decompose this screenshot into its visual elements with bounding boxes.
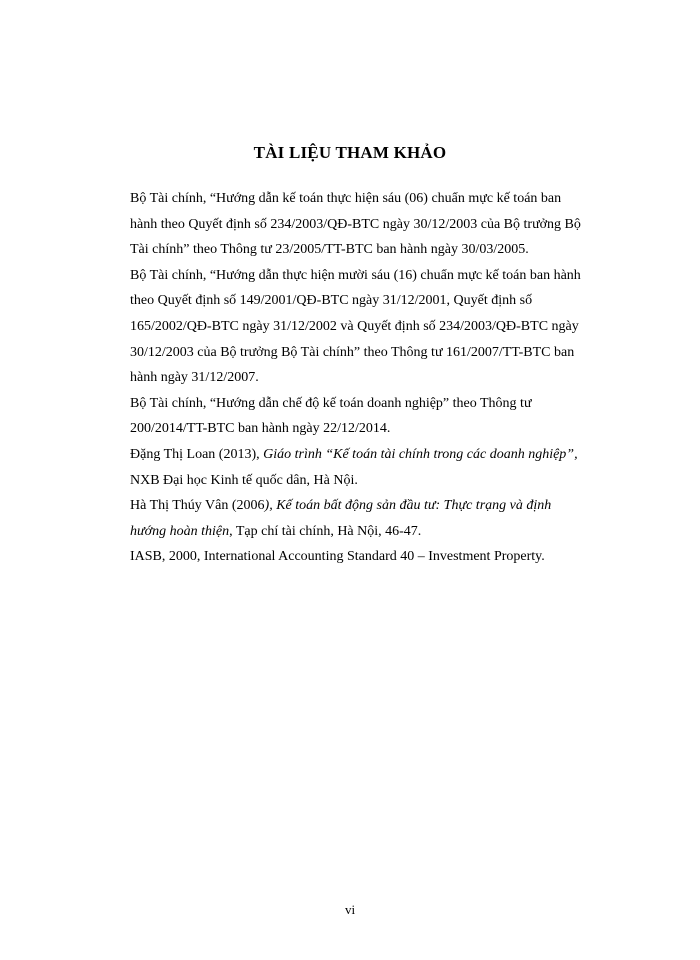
reference-line bbox=[130, 519, 600, 545]
reference-line: theo Quyết định số 149/2001/QĐ-BTC ngày 31/12/2001, Quyết định số bbox=[130, 293, 533, 309]
reference-item-2 bbox=[130, 263, 600, 391]
reference-line: Bộ Tài chính, “Hướng dẫn thực hiện mười sáu (16) chuẩn mực kế toán ban hành bbox=[130, 267, 581, 283]
reference-work-title: Giáo trình “Kế toán tài chính trong các doanh nghiệp”, bbox=[263, 446, 578, 462]
reference-line: 165/2002/QĐ-BTC ngày 31/12/2002 và Quyết định số 234/2003/QĐ-BTC ngày bbox=[130, 318, 579, 334]
reference-line: IASB, 2000, International Accounting Standard 40 – Investment Property. bbox=[130, 549, 545, 565]
reference-item-3 bbox=[130, 391, 600, 442]
reference-line: Bộ Tài chính, “Hướng dẫn kế toán thực hiện sáu (06) chuẩn mực kế toán ban bbox=[130, 191, 562, 206]
page-number: vi bbox=[344, 902, 356, 917]
reference-line: hành ngày 31/12/2007. bbox=[130, 370, 259, 386]
reference-work-title: hướng hoàn thiện bbox=[130, 523, 230, 539]
reference-list bbox=[130, 186, 600, 570]
reference-item-4 bbox=[130, 442, 600, 493]
reference-source: , Tạp chí tài chính, Hà Nội, 46-47. bbox=[229, 523, 422, 539]
reference-author: Đặng Thị Loan (2013), bbox=[130, 446, 264, 462]
reference-item-5 bbox=[130, 493, 600, 544]
reference-line: 200/2014/TT-BTC ban hành ngày 22/12/2014. bbox=[130, 421, 391, 437]
reference-item-6 bbox=[130, 544, 600, 570]
reference-author: Hà Thị Thúy Vân (2006 bbox=[130, 498, 265, 514]
reference-line bbox=[130, 493, 600, 519]
reference-line: Tài chính” theo Thông tư 23/2005/TT-BTC ban hành ngày 30/03/2005. bbox=[130, 242, 529, 258]
reference-line: Bộ Tài chính, “Hướng dẫn chế độ kế toán doanh nghiệp” theo Thông tư bbox=[130, 395, 532, 411]
reference-item-1 bbox=[130, 186, 600, 263]
reference-work-title: ), Kế toán bất động sản đầu tư: Thực trạng và định bbox=[264, 498, 552, 514]
page-title: TÀI LIỆU THAM KHẢO bbox=[253, 143, 447, 162]
reference-line: hành theo Quyết định số 234/2003/QĐ-BTC ngày 30/12/2003 của Bộ trưởng Bộ bbox=[130, 216, 581, 232]
reference-line: NXB Đại học Kinh tế quốc dân, Hà Nội. bbox=[130, 472, 358, 488]
reference-line: 30/12/2003 của Bộ trưởng Bộ Tài chính” theo Thông tư 161/2007/TT-BTC ban bbox=[130, 344, 575, 360]
reference-line bbox=[130, 442, 600, 468]
